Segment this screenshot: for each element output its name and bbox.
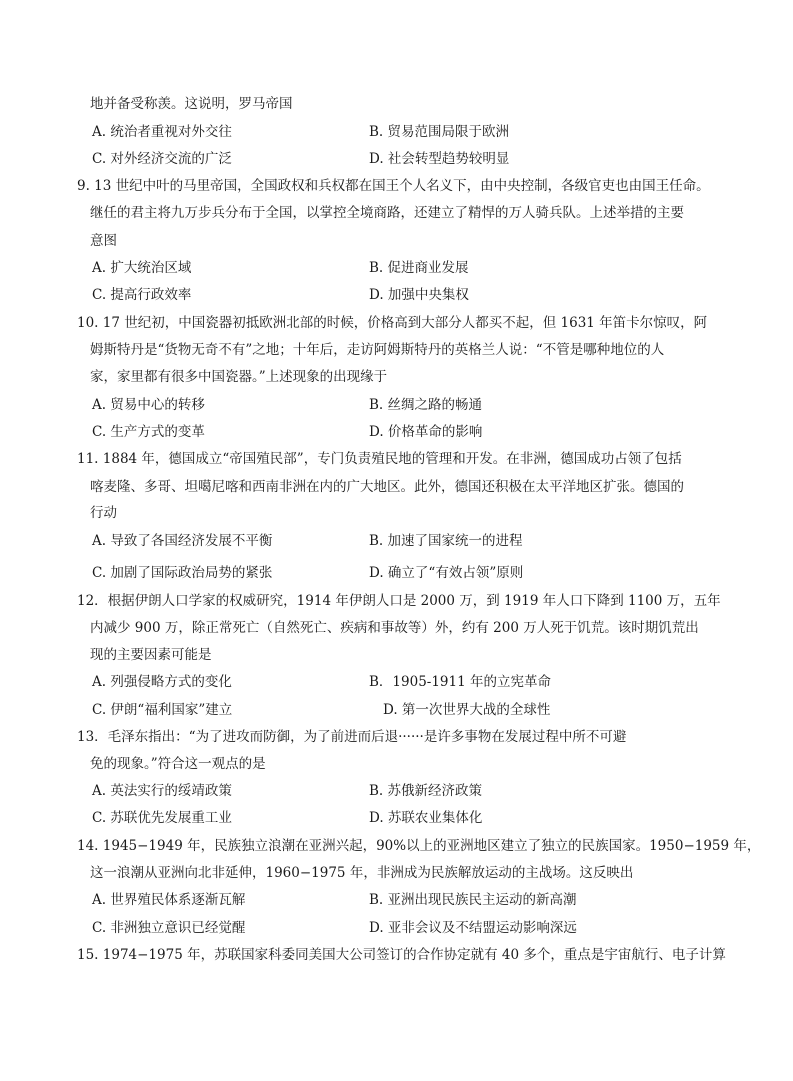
q12-option-c: C. 伊朗“福利国家”建立 bbox=[92, 702, 233, 718]
q12-option-a: A. 列强侵略方式的变化 bbox=[92, 674, 232, 690]
q13-stem-line-1: 13．毛泽东指出：“为了进攻而防御，为了前进而后退······是许多事物在发展过程中所不可避 bbox=[77, 729, 627, 745]
q10-option-c: C. 生产方式的变革 bbox=[92, 424, 205, 440]
q13-option-b: B. 苏俄新经济政策 bbox=[369, 783, 483, 799]
q11-option-c: C. 加剧了国际政治局势的紧张 bbox=[92, 565, 273, 581]
q12-stem-line-2: 内减少 900 万，除正常死亡（自然死亡、疾病和事故等）外，约有 200 万人死于饥荒。该时期饥荒出 bbox=[90, 620, 699, 636]
q9-option-a: A. 扩大统治区域 bbox=[92, 260, 192, 276]
q11-stem-line-1: 11. 1884 年，德国成立“帝国殖民部”，专门负责殖民地的管理和开发。在非洲，德国成功占领了包括 bbox=[77, 451, 682, 467]
q12-stem-line-3: 现的主要因素可能是 bbox=[90, 647, 212, 663]
q11-stem-line-3: 行动 bbox=[90, 505, 117, 521]
q15-stem-line-1: 15. 1974−1975 年，苏联国家科委同美国大公司签订的合作协定就有 40 多个，重点是宇宙航行、电子计算 bbox=[77, 947, 726, 963]
q14-stem-line-1: 14. 1945−1949 年，民族独立浪潮在亚洲兴起，90%以上的亚洲地区建立了独立的民族国家。1950−1959 年， bbox=[77, 838, 761, 854]
q14-option-a: A. 世界殖民体系逐渐瓦解 bbox=[92, 892, 246, 908]
q8-option-a: A. 统治者重视对外交往 bbox=[92, 124, 232, 140]
q9-option-b: B. 促进商业发展 bbox=[369, 260, 469, 276]
q8-option-c: C. 对外经济交流的广泛 bbox=[92, 151, 232, 167]
q13-option-d: D. 苏联农业集体化 bbox=[369, 810, 483, 826]
q12-option-d: D. 第一次世界大战的全球性 bbox=[383, 702, 551, 718]
q14-option-d: D. 亚非会议及不结盟运动影响深远 bbox=[369, 920, 577, 936]
q11-option-d: D. 确立了“有效占领”原则 bbox=[369, 565, 524, 581]
q11-stem-line-2: 喀麦隆、多哥、坦噶尼喀和西南非洲在内的广大地区。此外，德国还积极在太平洋地区扩张。德国的 bbox=[90, 479, 684, 495]
q9-option-d: D. 加强中央集权 bbox=[369, 287, 469, 303]
q12-stem-line-1: 12．根据伊朗人口学家的权威研究，1914 年伊朗人口是 2000 万，到 1919 年人口下降到 1100 万，五年 bbox=[77, 593, 721, 609]
q14-stem-line-2: 这一浪潮从亚洲向北非延伸，1960−1975 年，非洲成为民族解放运动的主战场。这反映出 bbox=[90, 865, 634, 881]
q14-option-c: C. 非洲独立意识已经觉醒 bbox=[92, 920, 246, 936]
q11-option-b: B. 加速了国家统一的进程 bbox=[369, 533, 523, 549]
q10-option-a: A. 贸易中心的转移 bbox=[92, 397, 205, 413]
q14-option-b: B. 亚洲出现民族民主运动的新高潮 bbox=[369, 892, 577, 908]
q9-stem-line-1: 9. 13 世纪中叶的马里帝国，全国政权和兵权都在国王个人名义下，由中央控制，各级官吏也由国王任命。 bbox=[77, 178, 710, 194]
q13-option-a: A. 英法实行的绥靖政策 bbox=[92, 783, 232, 799]
q8-option-d: D. 社会转型趋势较明显 bbox=[369, 151, 510, 167]
q9-stem-line-2: 继任的君主将九万步兵分布于全国，以掌控全境商路，还建立了精悍的万人骑兵队。上述举措的主要 bbox=[90, 205, 684, 221]
q10-option-d: D. 价格革命的影响 bbox=[369, 424, 483, 440]
q12-option-b: B．1905-1911 年的立宪革命 bbox=[369, 674, 551, 690]
q10-stem-line-2: 姆斯特丹是“货物无奇不有”之地；十年后，走访阿姆斯特丹的英格兰人说：“不管是哪种地位的人 bbox=[90, 342, 665, 358]
q9-option-c: C. 提高行政效率 bbox=[92, 287, 192, 303]
q10-option-b: B. 丝绸之路的畅通 bbox=[369, 397, 483, 413]
q8-stem-tail: 地并备受称羡。这说明，罗马帝国 bbox=[90, 96, 293, 112]
q13-stem-line-2: 免的现象。”符合这一观点的是 bbox=[90, 756, 266, 772]
q13-option-c: C. 苏联优先发展重工业 bbox=[92, 810, 232, 826]
q8-option-b: B. 贸易范围局限于欧洲 bbox=[369, 124, 510, 140]
q11-option-a: A. 导致了各国经济发展不平衡 bbox=[92, 533, 273, 549]
q10-stem-line-1: 10. 17 世纪初，中国瓷器初抵欧洲北部的时候，价格高到大部分人都买不起，但 1631 年笛卡尔惊叹，阿 bbox=[77, 315, 708, 331]
q10-stem-line-3: 家，家里都有很多中国瓷器。”上述现象的出现缘于 bbox=[90, 369, 388, 385]
q9-stem-line-3: 意图 bbox=[90, 233, 117, 249]
